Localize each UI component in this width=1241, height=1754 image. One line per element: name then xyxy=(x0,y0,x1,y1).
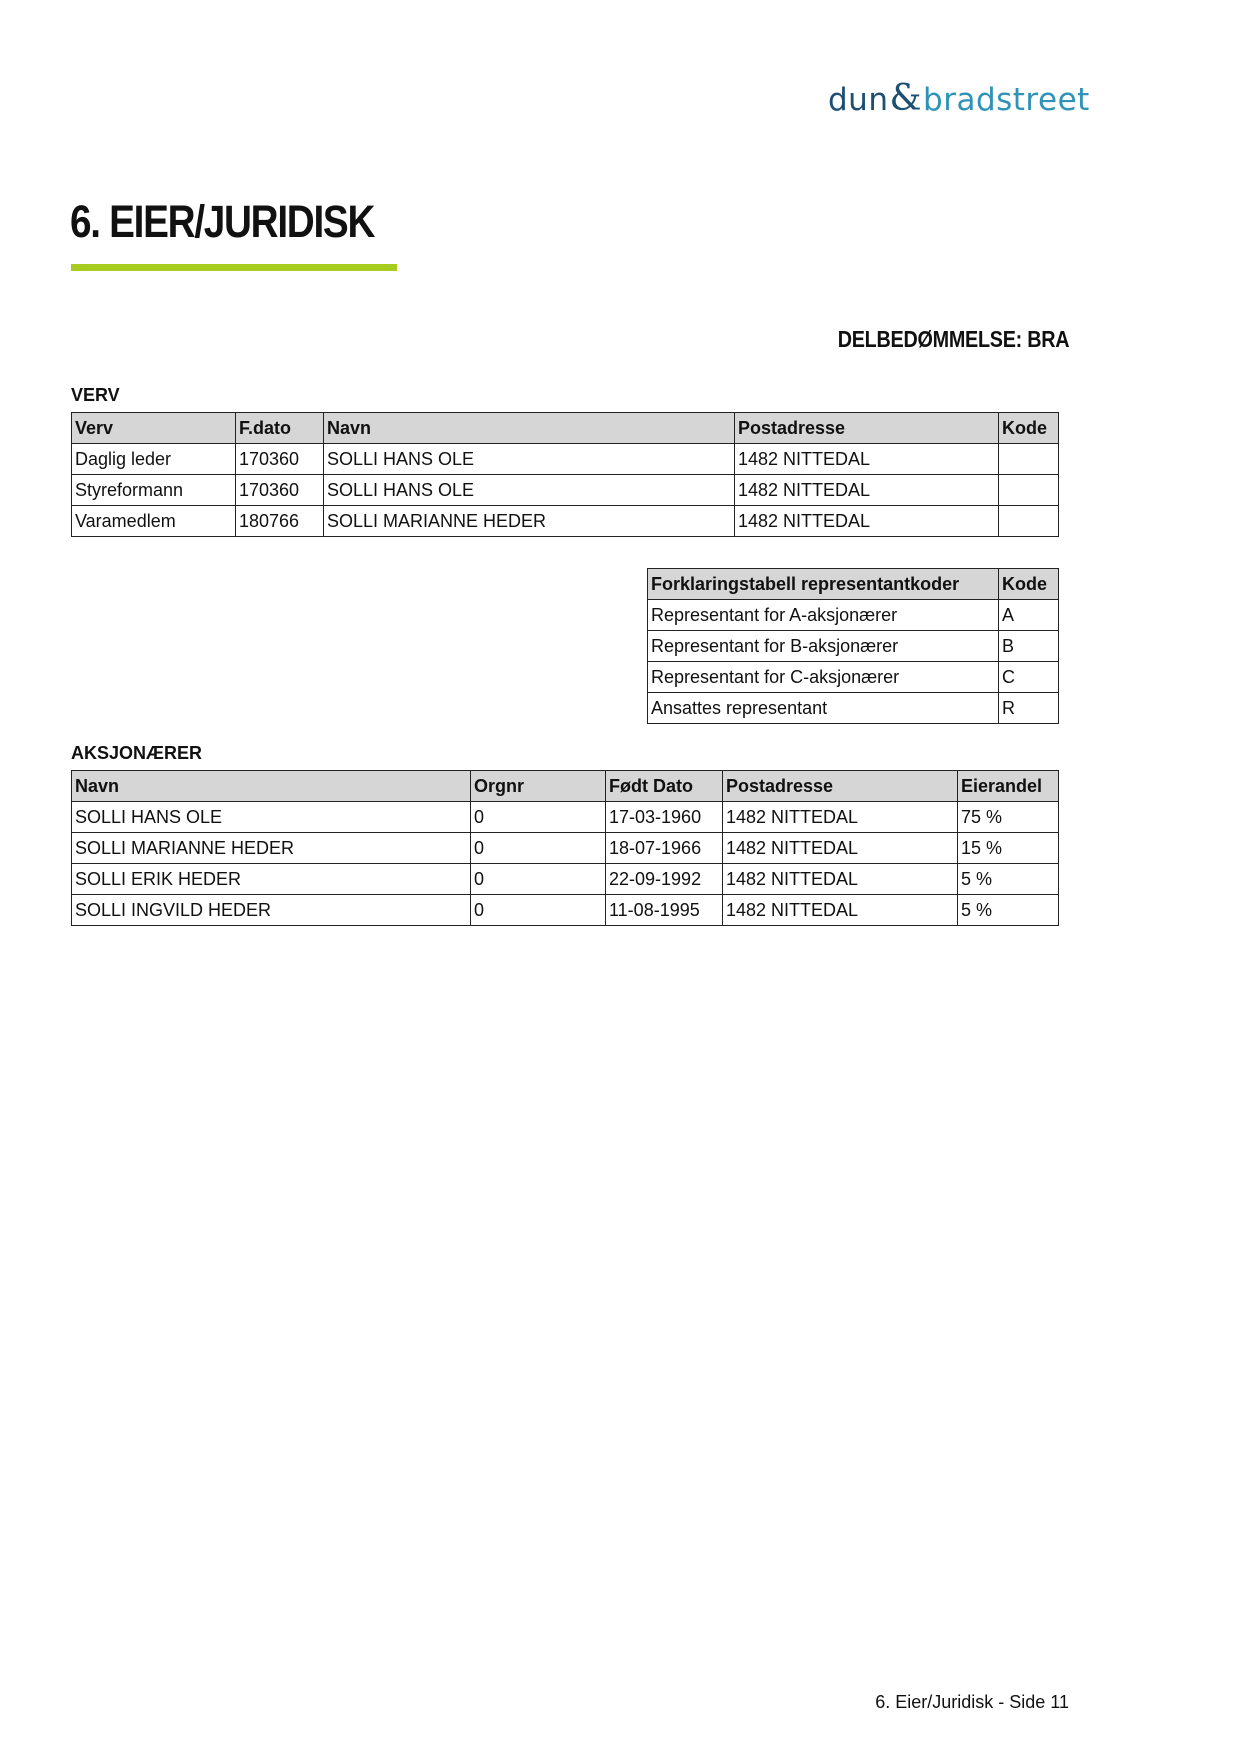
eierandel-cell: 75 % xyxy=(958,802,1059,833)
orgnr-cell: 0 xyxy=(471,895,606,926)
postadresse-cell: 1482 NITTEDAL xyxy=(735,475,999,506)
code-legend-header-kode: Kode xyxy=(999,569,1059,600)
code-description-cell: Representant for B-aksjonærer xyxy=(648,631,999,662)
eierandel-cell: 5 % xyxy=(958,895,1059,926)
postadresse-cell: 1482 NITTEDAL xyxy=(723,864,958,895)
table-row xyxy=(648,693,1059,724)
eierandel-cell: 15 % xyxy=(958,833,1059,864)
postadresse-cell: 1482 NITTEDAL xyxy=(735,506,999,537)
verv-table xyxy=(71,412,1059,537)
fdato-cell: 170360 xyxy=(236,475,324,506)
fodt-dato-cell: 22-09-1992 xyxy=(606,864,723,895)
logo-text-dun: dun xyxy=(828,82,889,118)
verv-cell: Varamedlem xyxy=(72,506,236,537)
table-row xyxy=(72,444,1059,475)
fdato-cell: 180766 xyxy=(236,506,324,537)
aksjonaerer-table xyxy=(71,770,1059,926)
code-legend-header-row xyxy=(648,569,1059,600)
page-footer: 6. Eier/Juridisk - Side 11 xyxy=(875,1692,1069,1712)
navn-cell: SOLLI INGVILD HEDER xyxy=(72,895,471,926)
aksjonaerer-header-navn: Navn xyxy=(72,771,471,802)
table-row xyxy=(72,864,1059,895)
code-legend-table xyxy=(647,568,1059,724)
navn-cell: SOLLI MARIANNE HEDER xyxy=(324,506,735,537)
rating-label: DELBEDØMMELSE: BRA xyxy=(837,326,1069,352)
postadresse-cell: 1482 NITTEDAL xyxy=(723,833,958,864)
table-row xyxy=(648,662,1059,693)
aksjonaerer-section-label: AKSJONÆRER xyxy=(71,743,203,763)
code-cell: A xyxy=(999,600,1059,631)
navn-cell: SOLLI HANS OLE xyxy=(324,475,735,506)
code-description-cell: Representant for A-aksjonærer xyxy=(648,600,999,631)
code-description-cell: Representant for C-aksjonærer xyxy=(648,662,999,693)
verv-header-kode: Kode xyxy=(999,413,1059,444)
navn-cell: SOLLI HANS OLE xyxy=(324,444,735,475)
aksjonaerer-header-row xyxy=(72,771,1059,802)
verv-header-navn: Navn xyxy=(324,413,735,444)
postadresse-cell: 1482 NITTEDAL xyxy=(723,895,958,926)
table-row xyxy=(648,631,1059,662)
table-row xyxy=(648,600,1059,631)
verv-header-verv: Verv xyxy=(72,413,236,444)
verv-section-label: VERV xyxy=(71,385,120,405)
fodt-dato-cell: 11-08-1995 xyxy=(606,895,723,926)
orgnr-cell: 0 xyxy=(471,864,606,895)
table-row xyxy=(72,833,1059,864)
title-underline xyxy=(71,264,397,271)
fodt-dato-cell: 17-03-1960 xyxy=(606,802,723,833)
kode-cell xyxy=(999,444,1059,475)
logo-text-bradstreet: bradstreet xyxy=(923,82,1090,118)
verv-cell: Styreformann xyxy=(72,475,236,506)
eierandel-cell: 5 % xyxy=(958,864,1059,895)
orgnr-cell: 0 xyxy=(471,833,606,864)
kode-cell xyxy=(999,475,1059,506)
verv-header-fdato: F.dato xyxy=(236,413,324,444)
table-row xyxy=(72,475,1059,506)
dun-bradstreet-logo xyxy=(828,78,1090,122)
aksjonaerer-header-orgnr: Orgnr xyxy=(471,771,606,802)
verv-header-row xyxy=(72,413,1059,444)
fdato-cell: 170360 xyxy=(236,444,324,475)
kode-cell xyxy=(999,506,1059,537)
orgnr-cell: 0 xyxy=(471,802,606,833)
code-cell: R xyxy=(999,693,1059,724)
verv-cell: Daglig leder xyxy=(72,444,236,475)
navn-cell: SOLLI HANS OLE xyxy=(72,802,471,833)
code-description-cell: Ansattes representant xyxy=(648,693,999,724)
navn-cell: SOLLI MARIANNE HEDER xyxy=(72,833,471,864)
code-legend-header-description: Forklaringstabell representantkoder xyxy=(648,569,999,600)
code-cell: C xyxy=(999,662,1059,693)
code-cell: B xyxy=(999,631,1059,662)
aksjonaerer-header-postadresse: Postadresse xyxy=(723,771,958,802)
navn-cell: SOLLI ERIK HEDER xyxy=(72,864,471,895)
table-row xyxy=(72,802,1059,833)
fodt-dato-cell: 18-07-1966 xyxy=(606,833,723,864)
table-row xyxy=(72,895,1059,926)
table-row xyxy=(72,506,1059,537)
page-title: 6. EIER/JURIDISK xyxy=(70,196,375,247)
postadresse-cell: 1482 NITTEDAL xyxy=(735,444,999,475)
aksjonaerer-header-fodt-dato: Født Dato xyxy=(606,771,723,802)
logo-ampersand: & xyxy=(889,78,923,119)
verv-header-postadresse: Postadresse xyxy=(735,413,999,444)
postadresse-cell: 1482 NITTEDAL xyxy=(723,802,958,833)
aksjonaerer-header-eierandel: Eierandel xyxy=(958,771,1059,802)
